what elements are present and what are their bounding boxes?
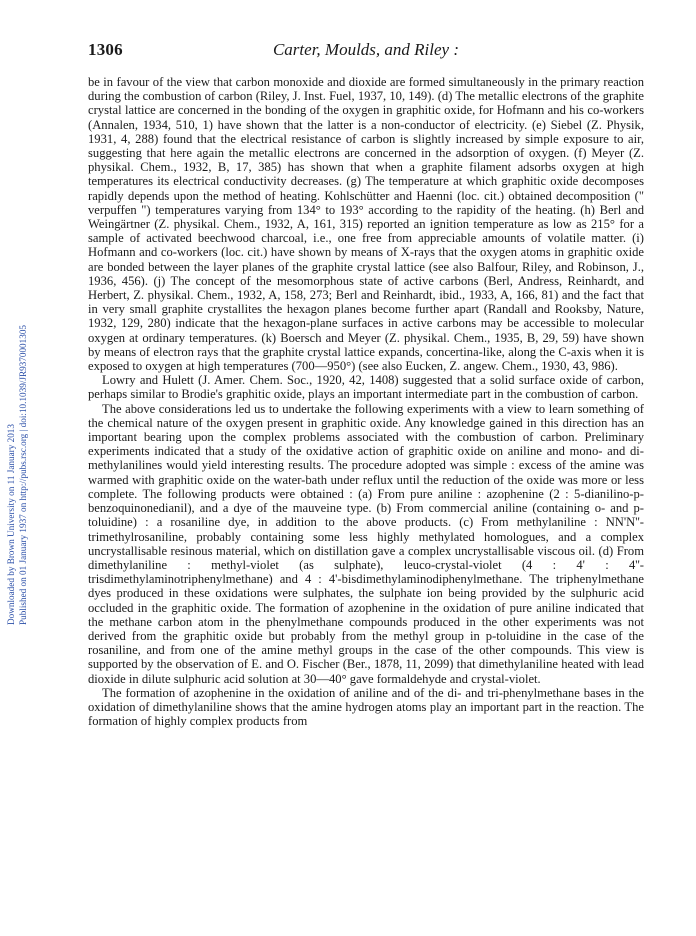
page-header: [88, 40, 644, 66]
download-line[interactable]: Downloaded by Brown University on 11 January 2013: [6, 424, 16, 625]
paragraph-4: The formation of azophenine in the oxidation of aniline and of the di- and tri-phenylmethane bases in the oxidation of dimethylaniline shows that the amine hydrogen atoms play an important part in the reaction. The formation of highly complex products from: [88, 685, 644, 729]
paragraph-3: The above considerations led us to undertake the following experiments with a view to learn something of the chemical nature of the oxygen present in graphitic oxide. Any knowledge gained in this direction has an important bearing upon the complex problems associated with the combustion of carbon. Preliminary experiments indicated that a study of the oxidative action of graphitic oxide on aniline and mono- and di-methylanilines would yield interesting results. The procedure adopted was simple : excess of the amine was warmed with graphitic oxide on the water-bath under reflux until the reduction of the oxide was more or less complete. The following products were obtained : (a) From pure aniline : azophenine (2 : 5-dianilino-p-benzoquinonedianil), and a dye of the mauveine type. (b) From commercial aniline (containing o- and p-toluidine) : a rosaniline dye, in addition to the above products. (c) From methylaniline : NN'N''-trimethylrosaniline, probably containing some less highly methylated homologues, and a complex uncrystallisable resinous material, which on distillation gave a complex uncrystallisable viscous oil. (d) From dimethylaniline : methyl-violet (as sulphate), leuco-crystal-violet (4 : 4' : 4''-trisdimethylaminotriphenylmethane) and 4 : 4'-bisdimethylaminodiphenylmethane. The triphenylmethane dyes produced in these oxidations were sulphates, the sulphate ion being provided by the sulphuric acid occluded in the graphitic oxide. The formation of azophenine in the oxidation of pure aniline indicated that the methane carbon atom in the phenylmethane compounds produced in the other experiments was not derived from the graphitic oxide but probably from the methyl group in p-toluidine in the case of the rosaniline, and from one of the amine methyl groups in the case of the other compounds. This view is supported by the observation of E. and O. Fischer (Ber., 1878, 11, 2099) that dimethylaniline heated with lead dioxide in dilute sulphuric acid solution at 30—40° gave formaldehyde and crystal-violet.: [88, 401, 644, 686]
publication-doi-line[interactable]: Published on 01 January 1937 on http://pubs.rsc.org | doi:10.1039/JR9370001305: [18, 324, 28, 625]
paragraph-1: be in favour of the view that carbon monoxide and dioxide are formed simultaneously in the primary reaction during the combustion of carbon (Riley, J. Inst. Fuel, 1937, 10, 149). (d) The metallic electrons of the graphite crystal lattice are concerned in the bonding of the oxygen in graphitic oxide, for Hofmann and his co-workers (Annalen, 1934, 510, 1) have shown that the latter is a non-conductor of electricity. (e) Siebel (Z. Physik, 1931, 4, 288) found that the electrical resistance of carbon is slightly increased by simple exposure to air, suggesting that here again the metallic electrons are concerned in the adsorption of oxygen. (f) Meyer (Z. physikal. Chem., 1932, B, 17, 385) has shown that when a graphite filament adsorbs oxygen at high temperatures its electrical conductivity decreases. (g) The temperature at which graphitic oxide decomposes rapidly depends upon the method of heating. Kohlschütter and Haenni (loc. cit.) obtained decomposition (" verpuffen ") temperatures varying from 134° to 193° according to the rapidity of the heating. (h) Berl and Weingärtner (Z. physikal. Chem., 1932, A, 161, 315) reported an ignition temperature as low as 215° for a sample of activated beechwood charcoal, i.e., one free from appreciable amounts of volatile matter. (i) Hofmann and co-workers (loc. cit.) have shown by means of X-rays that the oxygen atoms in graphitic oxide are bonded between the layer planes of the graphite crystal lattice (see also Balfour, Riley, and Robinson, J., 1936, 456). (j) The concept of the mesomorphous state of active carbons (Berl, Andress, Reinhardt, and Herbert, Z. physikal. Chem., 1932, A, 158, 273; Berl and Reinhardt, ibid., 1933, A, 166, 81) and the fact that in very small graphite crystallites the hexagon planes become further apart (Randall and Rooksby, Nature, 1932, 129, 280) indicate that the hexagon-plane surfaces in active carbons may be accessible to molecular oxygen at ordinary temperatures. (k) Boersch and Meyer (Z. physikal. Chem., 1935, B, 29, 59) have shown by means of electron rays that the graphite crystal lattice expands, concertina-like, along the C-axis when it is exposed to oxygen at high temperatures (700—950°) (see also Eucken, Z. angew. Chem., 1930, 43, 986).: [88, 75, 644, 374]
download-notice: [2, 155, 42, 635]
paragraph-2: Lowry and Hulett (J. Amer. Chem. Soc., 1920, 42, 1408) suggested that a solid surface oxide of carbon, perhaps similar to Brodie's graphitic oxide, plays an important intermediate part in the combustion of carbon.: [88, 373, 644, 402]
running-head: Carter, Moulds, and Riley :: [272, 40, 460, 59]
page-number: 1306: [88, 40, 123, 59]
article-body: [88, 75, 644, 728]
